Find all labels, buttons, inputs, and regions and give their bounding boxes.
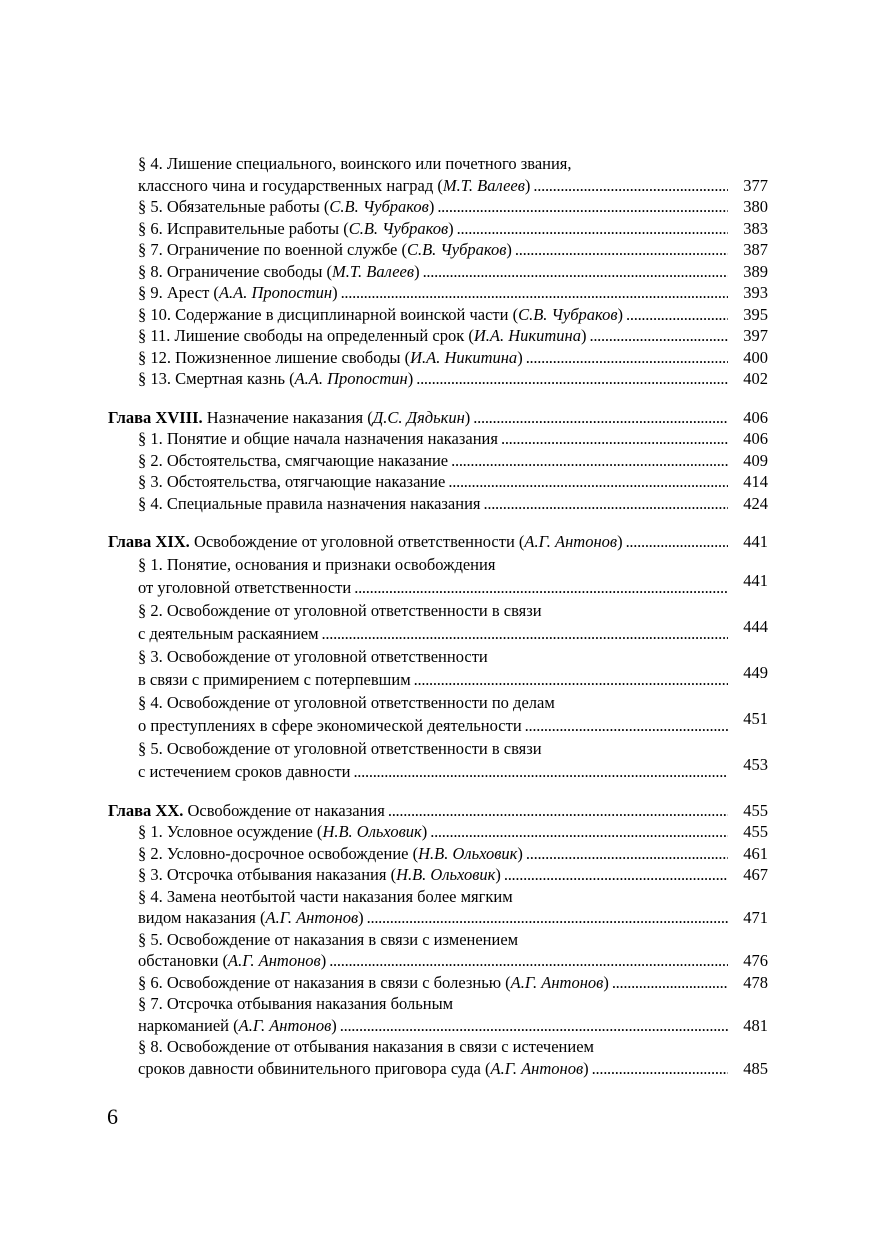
leader-dots (367, 907, 728, 929)
toc-entry[interactable] (108, 821, 768, 843)
toc-line (138, 714, 728, 737)
toc-line (138, 282, 728, 304)
entry-title-tail: ) (517, 347, 523, 367)
entry-title-tail: ) (331, 1015, 337, 1035)
entry-title: § 3. Отсрочка отбывания наказания ( (138, 865, 397, 884)
entry-page-number: 449 (743, 662, 768, 682)
leader-dots (473, 407, 728, 429)
leader-dots (626, 531, 728, 553)
entry-title: § 4. Освобождение от уголовной ответственности по делам (138, 692, 555, 712)
entry-page-number: 400 (743, 347, 768, 367)
entry-title: § 8. Ограничение свободы ( (138, 261, 333, 281)
toc-line (138, 737, 728, 760)
leader-dots (526, 347, 728, 369)
entry-title: § 2. Обстоятельства, смягчающие наказание (138, 450, 449, 470)
toc-line-text (138, 714, 522, 737)
toc-entry[interactable] (108, 493, 768, 515)
toc-line-text (138, 261, 420, 283)
toc-line (138, 471, 728, 493)
toc-line-text (138, 821, 427, 843)
entry-author: А.Г. Антонов (238, 1015, 332, 1035)
toc-line-text (138, 1036, 594, 1058)
entry-page-number: 387 (743, 240, 768, 259)
entry-title-tail: ) (524, 175, 531, 195)
leader-dots (329, 950, 728, 972)
toc-line (138, 599, 728, 622)
entry-title: § 5. Освобождение от наказания в связи с изменением (138, 929, 519, 949)
entry-page-number: 476 (743, 951, 768, 970)
toc-line-text (138, 175, 530, 197)
entry-title-tail: ) (332, 283, 338, 302)
toc-line (138, 1058, 728, 1080)
entry-title: § 6. Исправительные работы ( (138, 218, 349, 238)
leader-dots (612, 972, 728, 994)
toc-line (138, 864, 728, 886)
toc-entry[interactable] (108, 645, 768, 691)
toc-line-text (138, 428, 498, 450)
entry-page-number: 409 (743, 450, 768, 470)
entry-title: § 3. Обстоятельства, отягчающие наказание (138, 472, 446, 491)
entry-title: § 8. Освобождение от отбывания наказания в связи с истечением (138, 1037, 594, 1056)
toc-chapter (108, 153, 768, 390)
entry-title: § 12. Пожизненное лишение свободы ( (138, 347, 411, 367)
toc-line-text (138, 907, 364, 929)
chapter-page-number: 406 (743, 407, 768, 427)
entry-page-number: 478 (743, 972, 768, 992)
toc-entry[interactable] (108, 368, 768, 390)
chapter-title: Освобождение от уголовной ответственности ( (189, 532, 525, 551)
chapter-author: Д.С. Дядькин (372, 407, 465, 427)
entry-title: в связи с примирением с потерпевшим (138, 669, 411, 689)
entry-page-number: 441 (743, 570, 768, 590)
leader-dots (592, 1058, 728, 1080)
toc-entry[interactable] (108, 843, 768, 865)
entry-page-number: 389 (743, 261, 768, 281)
leader-dots (526, 843, 728, 865)
entry-title: § 1. Понятие и общие начала назначения наказания (138, 429, 498, 448)
leader-dots (423, 261, 728, 283)
entry-title: § 7. Отсрочка отбывания наказания больным (138, 994, 454, 1013)
entry-title-tail: ) (428, 197, 435, 216)
entry-page-number: 377 (743, 175, 768, 195)
toc-entry[interactable] (108, 304, 768, 326)
toc-line (138, 950, 728, 972)
leader-dots (457, 218, 728, 240)
entry-title-tail: ) (583, 1058, 589, 1078)
toc-line (138, 428, 728, 450)
toc-line-text (138, 325, 586, 347)
toc-line-text (138, 864, 501, 886)
toc-line (138, 304, 728, 326)
leader-dots (501, 428, 728, 450)
chapter-title-tail: ) (617, 532, 623, 551)
toc-entry[interactable] (108, 993, 768, 1036)
toc-line (108, 407, 728, 429)
entry-title: от уголовной ответственности (138, 577, 352, 597)
entry-page-number: 393 (743, 283, 768, 302)
toc-line-text (138, 993, 453, 1015)
toc-entry[interactable] (108, 239, 768, 261)
entry-title: с деятельным раскаянием (138, 623, 319, 643)
toc-line (138, 576, 728, 599)
toc-line-text (138, 843, 523, 865)
toc-chapter (108, 531, 768, 783)
entry-title: § 7. Ограничение по военной службе ( (138, 240, 407, 259)
entry-title-tail: ) (506, 240, 512, 259)
entry-page-number: 402 (743, 369, 768, 388)
leader-dots (448, 471, 728, 493)
entry-page-number: 471 (743, 908, 768, 927)
entry-author: А.Г. Антонов (510, 972, 604, 992)
entry-author: Н.В. Ольховик (396, 865, 496, 884)
toc-entry[interactable] (108, 347, 768, 369)
entry-title: о преступлениях в сфере экономической деятельности (138, 715, 522, 735)
toc-line (138, 325, 728, 347)
entry-title: классного чина и государственных наград ( (138, 175, 443, 195)
chapter-heading[interactable] (108, 800, 768, 822)
entry-title: § 6. Освобождение от наказания в связи с болезнью ( (138, 972, 511, 992)
toc-line-text (138, 760, 350, 783)
entry-page-number: 395 (743, 304, 768, 324)
leader-dots (353, 760, 728, 783)
toc-line-text (138, 553, 495, 576)
entry-title-tail: ) (495, 865, 501, 884)
entry-title: § 11. Лишение свободы на определенный срок ( (138, 326, 474, 345)
toc-line-text (138, 368, 413, 390)
toc-line-text (138, 153, 572, 175)
chapter-heading[interactable] (108, 407, 768, 429)
toc-line (108, 800, 728, 822)
entry-page-number: 461 (743, 843, 768, 863)
chapter-title: Освобождение от наказания (183, 800, 385, 820)
toc-line-text (138, 691, 555, 714)
toc-line-text (138, 668, 411, 691)
toc-line-text (138, 576, 351, 599)
leader-dots (504, 864, 728, 886)
toc-line-text (138, 304, 623, 326)
leader-dots (437, 196, 728, 218)
leader-dots (322, 622, 728, 645)
entry-title: § 5. Обязательные работы ( (138, 197, 330, 216)
entry-title-tail: ) (517, 843, 523, 863)
leader-dots (484, 493, 729, 515)
toc-line-text (138, 645, 488, 668)
entry-title: видом наказания ( (138, 908, 266, 927)
entry-title-tail: ) (320, 951, 327, 970)
chapter-heading[interactable] (108, 531, 768, 553)
entry-title-tail: ) (448, 218, 454, 238)
entry-author: А.Г. Антонов (265, 908, 359, 927)
entry-author: М.Т. Валеев (442, 175, 525, 195)
toc-line-text (138, 450, 448, 472)
entry-author: И.А. Никитина (473, 326, 581, 345)
chapter-page-number: 455 (743, 800, 768, 820)
entry-title: § 1. Понятие, основания и признаки освобождения (138, 554, 496, 574)
leader-dots (354, 576, 728, 599)
entry-title-tail: ) (414, 261, 420, 281)
leader-dots (533, 175, 728, 197)
entry-title: § 3. Освобождение от уголовной ответственности (138, 646, 488, 666)
toc-line (138, 196, 728, 218)
toc-line-text (138, 622, 319, 645)
toc-entry[interactable] (108, 282, 768, 304)
toc-line (138, 1015, 728, 1037)
leader-dots (340, 1015, 728, 1037)
toc-entry[interactable] (108, 325, 768, 347)
leader-dots (451, 450, 728, 472)
leader-dots (515, 239, 728, 261)
chapter-label: Глава XVIII. (108, 407, 203, 427)
toc-line (138, 907, 728, 929)
toc-entry[interactable] (108, 929, 768, 972)
toc-entry[interactable] (108, 428, 768, 450)
toc-entry[interactable] (108, 864, 768, 886)
toc-entry[interactable] (108, 261, 768, 283)
toc-line-text (138, 950, 326, 972)
toc-chapter (108, 407, 768, 515)
toc-line-text (138, 929, 518, 951)
entry-title-tail: ) (358, 908, 364, 927)
entry-author: А.Г. Антонов (228, 951, 321, 970)
toc-entry[interactable] (108, 471, 768, 493)
toc-entry[interactable] (108, 153, 768, 196)
toc-line (138, 1036, 728, 1058)
toc-entry[interactable] (108, 196, 768, 218)
chapter-title-tail: ) (464, 407, 471, 427)
entry-page-number: 481 (743, 1015, 768, 1035)
toc-line (138, 553, 728, 576)
toc-line (138, 261, 728, 283)
entry-page-number: 406 (743, 429, 768, 448)
leader-dots (589, 325, 728, 347)
toc-entry[interactable] (108, 553, 768, 599)
entry-title: сроков давности обвинительного приговора суда ( (138, 1058, 491, 1078)
toc-line (138, 368, 728, 390)
entry-title-tail: ) (580, 326, 587, 345)
entry-title: обстановки ( (138, 951, 229, 970)
toc-line (138, 972, 728, 994)
toc-line (138, 622, 728, 645)
chapter-author: А.Г. Антонов (524, 532, 618, 551)
entry-author: А.А. Пропостин (294, 369, 408, 388)
entry-title: § 4. Замена неотбытой части наказания более мягким (138, 886, 513, 906)
chapter-label: Глава XX. (108, 800, 184, 820)
toc-line-text (138, 886, 513, 908)
toc-line-text (138, 471, 445, 493)
toc-line (138, 493, 728, 515)
toc-line-text (138, 1015, 337, 1037)
toc-line (138, 668, 728, 691)
toc-line (138, 347, 728, 369)
entry-author: С.В. Чубраков (406, 240, 507, 259)
toc-line (138, 821, 728, 843)
toc-line (138, 218, 728, 240)
table-of-contents (108, 153, 768, 1079)
entry-title: § 2. Условно-досрочное освобождение ( (138, 843, 419, 863)
entry-title: § 9. Арест ( (138, 283, 219, 302)
toc-line-text (138, 347, 523, 369)
toc-entry[interactable] (108, 886, 768, 929)
chapter-label: Глава XIX. (108, 532, 190, 551)
entry-title-tail: ) (617, 304, 624, 324)
entry-page-number: 444 (743, 616, 768, 636)
toc-line-text (108, 531, 623, 553)
leader-dots (626, 304, 728, 326)
toc-line-text (138, 1058, 589, 1080)
entry-title-tail: ) (421, 822, 428, 841)
entry-author: М.Т. Валеев (332, 261, 415, 281)
entry-page-number: 453 (743, 754, 768, 774)
entry-page-number: 467 (743, 865, 768, 884)
entry-title: с истечением сроков давности (138, 761, 351, 781)
leader-dots (388, 800, 728, 822)
toc-line-text (138, 196, 434, 218)
toc-line (138, 886, 728, 908)
leader-dots (430, 821, 728, 843)
toc-entry[interactable] (108, 1036, 768, 1079)
entry-title: § 2. Освобождение от уголовной ответственности в связи (138, 600, 542, 620)
entry-title: § 4. Специальные правила назначения наказания (138, 493, 481, 513)
toc-line-text (138, 737, 542, 760)
entry-page-number: 451 (743, 708, 768, 728)
toc-entry[interactable] (108, 972, 768, 994)
chapter-title: Назначение наказания ( (202, 407, 373, 427)
toc-line (138, 929, 728, 951)
entry-title: § 10. Содержание в дисциплинарной воинской части ( (138, 304, 519, 324)
entry-title: наркоманией ( (138, 1015, 239, 1035)
entry-author: И.А. Никитина (410, 347, 518, 367)
leader-dots (525, 714, 728, 737)
entry-author: С.В. Чубраков (518, 304, 618, 324)
toc-line-text (138, 599, 542, 622)
toc-line (138, 843, 728, 865)
entry-title-tail: ) (407, 369, 414, 388)
toc-entry[interactable] (108, 218, 768, 240)
toc-line (138, 993, 728, 1015)
toc-line-text (138, 972, 609, 994)
entry-author: С.В. Чубраков (329, 197, 429, 216)
toc-line (138, 645, 728, 668)
toc-line-text (108, 407, 470, 429)
entry-page-number: 485 (743, 1058, 768, 1078)
toc-entry[interactable] (108, 450, 768, 472)
entry-page-number: 383 (743, 218, 768, 238)
entry-title: § 13. Смертная казнь ( (138, 369, 295, 388)
chapter-page-number: 441 (743, 532, 768, 551)
entry-title: § 5. Освобождение от уголовной ответственности в связи (138, 738, 542, 758)
entry-page-number: 455 (743, 822, 768, 841)
toc-entry[interactable] (108, 737, 768, 783)
toc-line-text (108, 800, 385, 822)
entry-page-number: 414 (743, 472, 768, 491)
entry-page-number: 397 (743, 326, 768, 345)
entry-title: § 1. Условное осуждение ( (138, 822, 323, 841)
page-number: 6 (107, 1104, 118, 1129)
toc-entry[interactable] (108, 691, 768, 737)
toc-line-text (138, 282, 338, 304)
toc-line (138, 691, 728, 714)
toc-line (138, 175, 728, 197)
entry-page-number: 424 (743, 493, 768, 513)
entry-author: Н.В. Ольховик (418, 843, 518, 863)
entry-title-tail: ) (603, 972, 609, 992)
leader-dots (414, 668, 728, 691)
toc-line (138, 450, 728, 472)
toc-line-text (138, 239, 512, 261)
toc-entry[interactable] (108, 599, 768, 645)
entry-page-number: 380 (743, 197, 768, 216)
entry-author: А.А. Пропостин (218, 283, 333, 302)
entry-title: § 4. Лишение специального, воинского или почетного звания, (138, 154, 572, 173)
toc-line (108, 531, 728, 553)
toc-chapter (108, 800, 768, 1080)
toc-line-text (138, 218, 454, 240)
toc-line-text (138, 493, 481, 515)
entry-author: А.Г. Антонов (490, 1058, 584, 1078)
leader-dots (341, 282, 728, 304)
toc-line (138, 760, 728, 783)
leader-dots (416, 368, 728, 390)
toc-line (138, 153, 728, 175)
entry-author: Н.В. Ольховик (322, 822, 422, 841)
toc-line (138, 239, 728, 261)
entry-author: С.В. Чубраков (348, 218, 449, 238)
